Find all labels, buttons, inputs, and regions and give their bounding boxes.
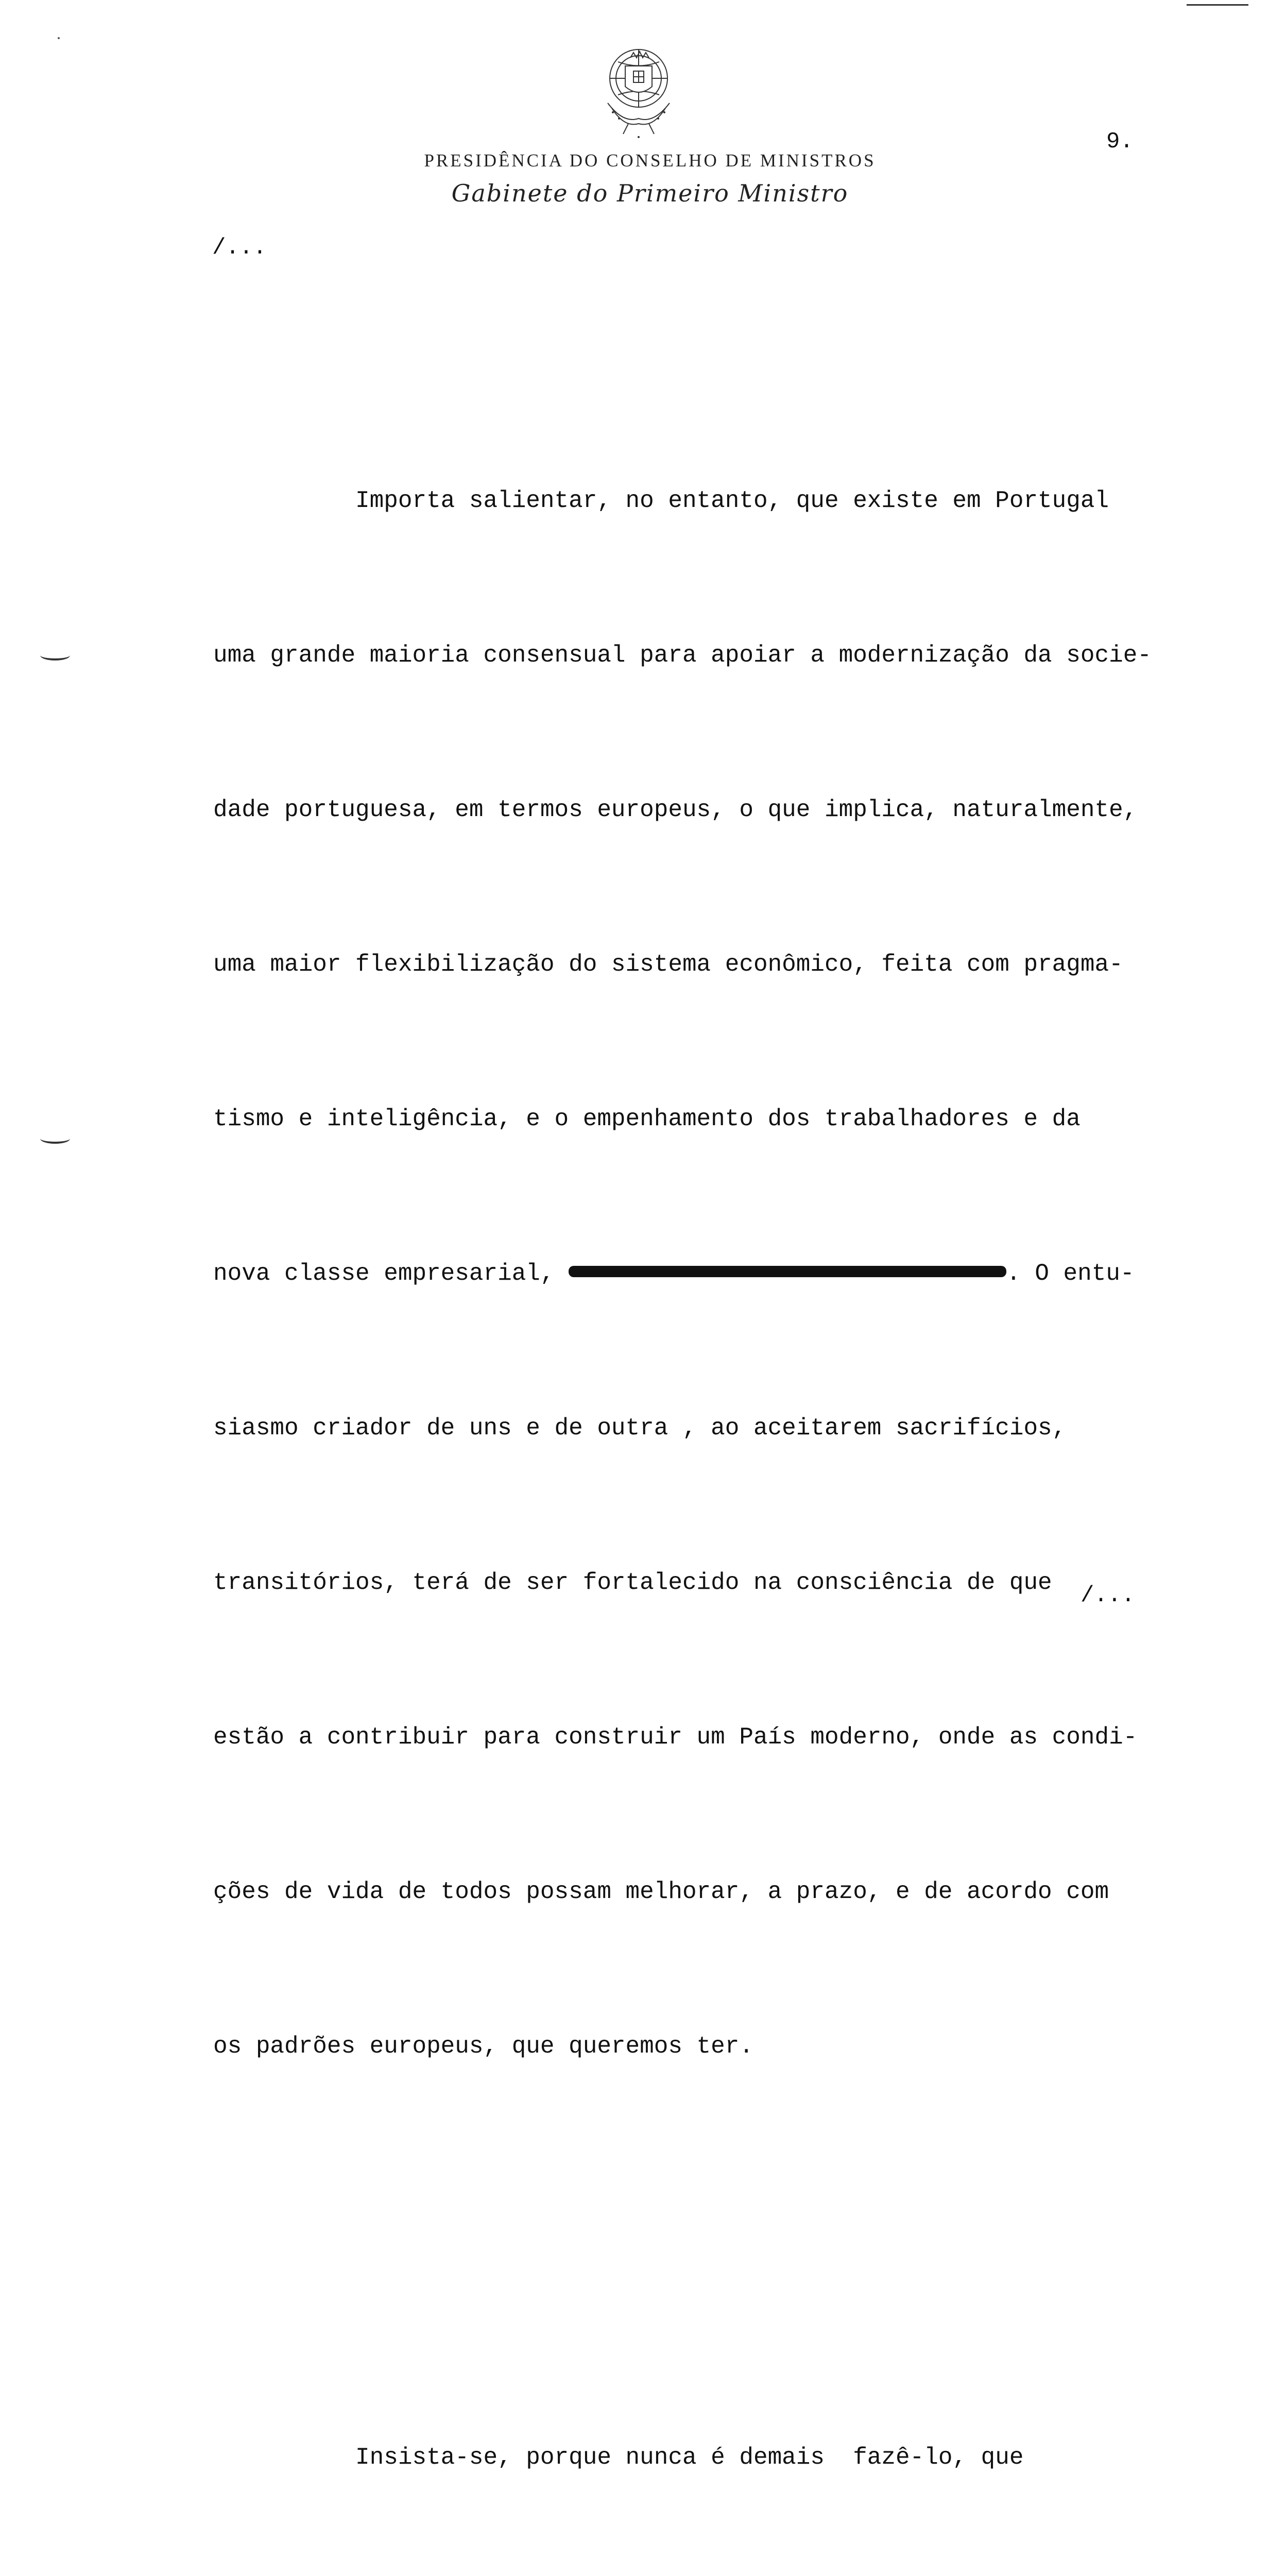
continuation-mark-bottom: /... (1081, 1583, 1135, 1608)
line-text: . O entu- (1006, 1260, 1135, 1287)
paragraph-1-line: tismo e inteligência, e o empenhamento dos trabalhadores e da (213, 1106, 1081, 1132)
paragraph-1-line: ções de vida de todos possam melhorar, a prazo, e de acordo com (213, 1878, 1109, 1905)
paragraph-1-line-redacted (213, 1248, 1264, 1299)
paragraph-1-line: os padrões europeus, que queremos ter. (213, 2033, 753, 2060)
paragraph-1-line: siasmo criador de uns e de outra , ao aceitarem sacrifícios, (213, 1415, 1067, 1442)
body-text (213, 372, 1264, 2576)
paragraph-2-line: Insista-se, porque nunca é demais fazê-lo, que (213, 2444, 1024, 2471)
margin-pencil-mark (40, 1133, 70, 1144)
paragraph-1-line: transitórios, terá de ser fortalecido na consciência de que (213, 1569, 1052, 1596)
scan-speck (58, 37, 60, 39)
top-edge-rule (1187, 4, 1248, 6)
page-number: 9. (1106, 129, 1134, 155)
institution-header: PRESIDÊNCIA DO CONSELHO DE MINISTROS (424, 150, 876, 171)
line-text: nova classe empresarial, (213, 1260, 555, 1287)
coat-of-arms-seal-icon (592, 46, 685, 144)
paragraph-1-line: estão a contribuir para construir um País moderno, onde as condi- (213, 1724, 1138, 1751)
paragraph-gap (213, 2227, 1264, 2277)
paragraph-1-line: uma grande maioria consensual para apoiar a modernização da socie- (213, 642, 1152, 669)
paragraph-1-line: dade portuguesa, em termos europeus, o que implica, naturalmente, (213, 796, 1138, 823)
paragraph-1-line: Importa salientar, no entanto, que existe em Portugal (213, 487, 1109, 514)
office-subheader: Gabinete do Primeiro Ministro (451, 179, 849, 207)
continuation-mark-top: /... (212, 235, 267, 261)
margin-pencil-mark (40, 650, 70, 660)
redaction-strikeout (569, 1266, 1006, 1277)
paragraph-1-line: uma maior flexibilização do sistema econômico, feita com pragma- (213, 951, 1123, 978)
